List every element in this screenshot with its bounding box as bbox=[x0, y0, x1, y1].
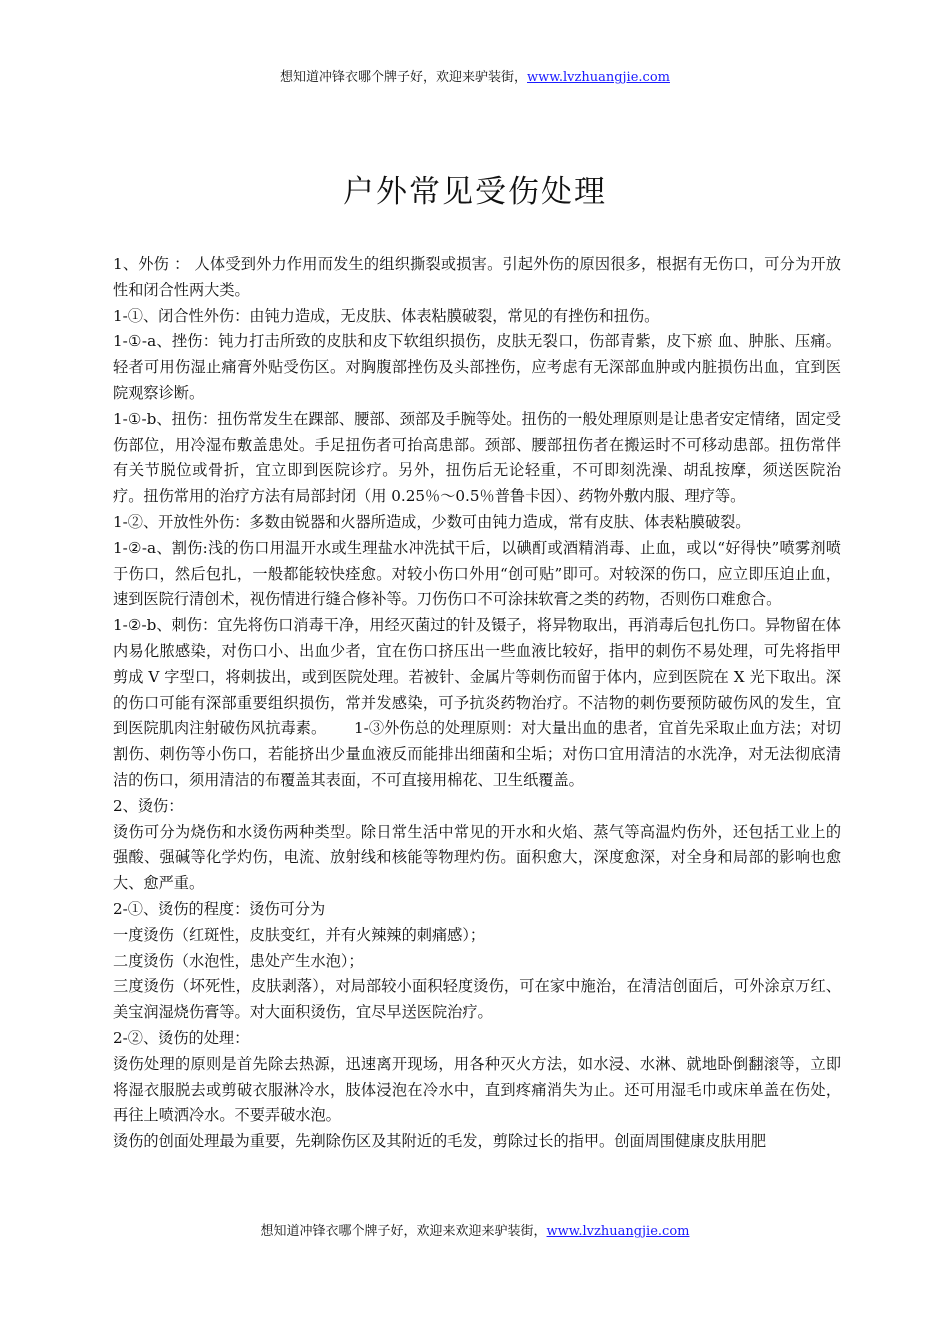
document-title: 户外常见受伤处理 bbox=[343, 174, 607, 210]
paragraph: 一度烫伤（红斑性，皮肤变红，并有火辣辣的刺痛感）； bbox=[113, 925, 486, 944]
paragraph: 三度烫伤（坏死性，皮肤剥落），对局部较小面积轻度烫伤，可在家中施治，在清洁创面后，可外涂京万红、美宝润湿烧伤膏等。对大面积烫伤，宜尽早送医院治疗。 bbox=[113, 977, 841, 1022]
footer-link[interactable]: www.lvzhuangjie.com bbox=[546, 1224, 690, 1239]
paragraph: 1-①-a、挫伤：钝力打击所致的皮肤和皮下软组织损伤，皮肤无裂口，伤部青紫，皮下瘀 血、肿胀、压痛。轻者可用伤湿止痛膏外贴受伤区。对胸腹部挫伤及头部挫伤，应考虑有无深部血肿或内脏损伤出血，宜到医院观察诊断。 bbox=[113, 332, 841, 402]
paragraph: 1-②、开放性外伤：多数由锐器和火器所造成，少数可由钝力造成，常有皮肤、体表粘膜破裂。 bbox=[113, 512, 751, 531]
header-text: 想知道冲锋衣哪个牌子好，欢迎来驴装街， bbox=[280, 70, 528, 85]
paragraph: 二度烫伤（水泡性，患处产生水泡）； bbox=[113, 951, 364, 970]
paragraph: 1-①、闭合性外伤：由钝力造成，无皮肤、体表粘膜破裂，常见的有挫伤和扭伤。 bbox=[113, 306, 660, 325]
paragraph: 2、烫伤： bbox=[113, 796, 184, 815]
paragraph: 烫伤处理的原则是首先除去热源，迅速离开现场，用各种灭火方法，如水浸、水淋、就地卧倒翻滚等，立即将湿衣服脱去或剪破衣服淋冷水，肢体浸泡在冷水中，直到疼痛消失为止。还可用湿毛巾或床单盖在伤处，再往上喷洒冷水。不要弄破水泡。 bbox=[113, 1054, 841, 1125]
paragraph: 1-②-b、刺伤：宜先将伤口消毒干净，用经灭菌过的针及镊子，将异物取出，再消毒后包扎伤口。异物留在体内易化脓感染，对伤口小、出血少者，宜在伤口挤压出一些血液比较好，指甲的刺伤不易处理，可先将指甲剪成 V 字型口，将刺拔出，或到医院处理。若被针、金属片等刺伤而留于体内，应到医院在 X 光下取出。深的伤口可能有深部重要组织损伤，常并发感染，可予抗炎药物治疗。不洁物的刺伤要预防破伤风的发生，宜到医院肌肉注射破伤风抗毒素。 1-③外伤总的处理原则：对大量出血的患者，宜首先采取止血方法；对切割伤、刺伤等小伤口，若能挤出少量血液反而能排出细菌和尘垢；对伤口宜用清洁的水洗净，对无法彻底清洁的伤口，须用清洁的布覆盖其表面，不可直接用棉花、卫生纸覆盖。 bbox=[113, 616, 841, 789]
footer-text: 想知道冲锋衣哪个牌子好，欢迎来欢迎来驴装街， bbox=[260, 1224, 547, 1239]
page-header bbox=[0, 68, 950, 88]
paragraph: 烫伤的创面处理最为重要，先剃除伤区及其附近的毛发，剪除过长的指甲。创面周围健康皮肤用肥 bbox=[113, 1132, 767, 1151]
paragraph: 2-①、烫伤的程度：烫伤可分为 bbox=[113, 899, 326, 918]
paragraph: 烫伤可分为烧伤和水烫伤两种类型。除日常生活中常见的开水和火焰、蒸气等高温灼伤外，还包括工业上的强酸、强碱等化学灼伤，电流、放射线和核能等物理灼伤。面积愈大，深度愈深，对全身和局部的影响也愈大、愈严重。 bbox=[113, 822, 841, 893]
paragraph: 2-②、烫伤的处理： bbox=[113, 1028, 250, 1047]
page-footer bbox=[0, 1222, 950, 1242]
header-link[interactable]: www.lvzhuangjie.com bbox=[527, 70, 670, 85]
paragraph: 1、外伤 ： 人体受到外力作用而发生的组织撕裂或损害。引起外伤的原因很多，根据有无伤口，可分为开放性和闭合性两大类。 bbox=[113, 255, 841, 299]
paragraph: 1-②-a、割伤:浅的伤口用温开水或生理盐水冲洗拭干后，以碘酊或酒精消毒、止血，或以“好得快”喷雾剂喷于伤口，然后包扎，一般都能较快痊愈。对较小伤口外用“创可贴”即可。对较深的伤口，应立即压迫止血，速到医院行清创术，视伤情进行缝合修补等。刀伤伤口不可涂抹软膏之类的药物，否则伤口难愈合。 bbox=[113, 538, 841, 609]
document-body bbox=[113, 252, 841, 1155]
paragraph: 1-①-b、扭伤：扭伤常发生在踝部、腰部、颈部及手腕等处。扭伤的一般处理原则是让患者安定情绪，固定受伤部位，用冷湿布敷盖患处。手足扭伤者可抬高患部。颈部、腰部扭伤者在搬运时不可移动患部。扭伤常伴有关节脱位或骨折，宜立即到医院诊疗。另外，扭伤后无论轻重，不可即刻洗澡、胡乱按摩，须送医院治疗。扭伤常用的治疗方法有局部封闭（用 0.25％～0.5％普鲁卡因）、药物外敷内服、理疗等。 bbox=[113, 409, 841, 506]
